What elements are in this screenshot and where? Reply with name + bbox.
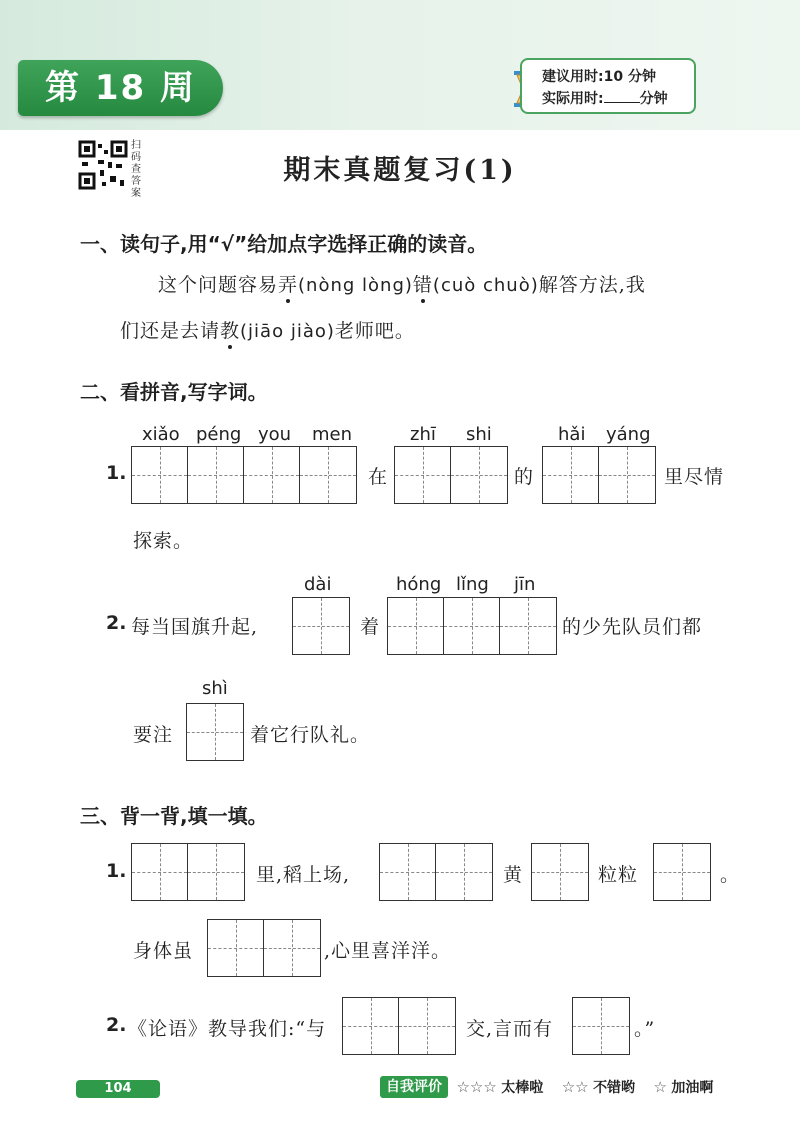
rating-keep-going: 加油啊 <box>671 1080 714 1096</box>
qr-label: 扫码查答案 <box>131 140 141 199</box>
star-icon[interactable]: ☆☆ <box>561 1078 589 1096</box>
text: 《论语》教导我们:“与 <box>128 1018 327 1040</box>
pinyin: yáng <box>606 424 651 445</box>
self-evaluation-label: 自我评价 <box>380 1076 448 1098</box>
text: 每当国旗升起, <box>131 616 259 638</box>
text: 。” <box>634 1018 656 1040</box>
rating-good: 不错哟 <box>593 1080 636 1096</box>
page-title: 期末真题复习(1) <box>283 155 517 186</box>
section3-title: 三、背一背,填一填。 <box>80 804 268 828</box>
dotted-char-1: 弄 <box>278 270 298 297</box>
pinyin: péng <box>196 424 242 445</box>
section1-title: 一、读句子,用“√”给加点字选择正确的读音。 <box>80 232 488 256</box>
answer-grid[interactable] <box>387 597 557 655</box>
text: 的 <box>514 466 535 488</box>
section1-line2: 们还是去请教(jiāo jiào)老师吧。 <box>120 316 415 343</box>
answer-grid[interactable] <box>131 843 245 901</box>
section1-line1: 这个问题容易弄(nòng lòng)错(cuò chuò)解答方法,我 <box>158 270 646 297</box>
pinyin: lǐng <box>456 574 489 595</box>
section2-title: 二、看拼音,写字词。 <box>80 380 268 404</box>
text: 里尽情 <box>664 466 725 488</box>
text: 着 <box>360 616 381 638</box>
pinyin: shì <box>202 678 228 699</box>
pinyin: hǎi <box>558 424 586 445</box>
star-icon[interactable]: ☆☆☆ <box>456 1078 497 1096</box>
dotted-char-2: 错 <box>413 270 433 297</box>
dotted-char-3: 教 <box>220 316 240 343</box>
text: 在 <box>368 466 389 488</box>
answer-grid[interactable] <box>342 997 456 1055</box>
answer-grid[interactable] <box>531 843 589 901</box>
page-number: 104 <box>76 1080 160 1098</box>
answer-grid[interactable] <box>292 597 350 655</box>
pinyin-choice-2: (cuò chuò) <box>432 275 539 296</box>
pinyin: you <box>258 424 292 445</box>
answer-grid[interactable] <box>542 446 656 504</box>
suggested-time: 建议用时:10 分钟 <box>542 69 656 85</box>
question-number: 2. <box>106 612 127 634</box>
answer-grid[interactable] <box>653 843 711 901</box>
self-evaluation <box>380 1076 723 1098</box>
text: 里,稻上场, <box>256 864 351 886</box>
question-number: 2. <box>106 1014 127 1036</box>
answer-grid[interactable] <box>186 703 244 761</box>
pinyin: xiǎo <box>142 424 180 445</box>
question-number: 1. <box>106 860 127 882</box>
week-label: 第 18 周 <box>18 60 223 116</box>
answer-grid[interactable] <box>379 843 493 901</box>
text: 探索。 <box>133 530 194 552</box>
pinyin: hóng <box>396 574 442 595</box>
pinyin: zhī <box>410 424 436 445</box>
text: 黄 <box>503 864 524 886</box>
answer-grid[interactable] <box>207 919 321 977</box>
answer-grid[interactable] <box>394 446 508 504</box>
pinyin: men <box>312 424 353 445</box>
pinyin: jīn <box>514 574 536 595</box>
text: 身体虽 <box>133 940 194 962</box>
question-number: 1. <box>106 462 127 484</box>
rating-excellent: 太棒啦 <box>501 1080 544 1096</box>
pinyin-choice-3: (jiāo jiào) <box>240 321 335 342</box>
answer-grid[interactable] <box>572 997 630 1055</box>
actual-time: 实际用时: 分钟 <box>542 91 668 107</box>
time-box <box>520 58 696 114</box>
star-icon[interactable]: ☆ <box>653 1078 667 1096</box>
pinyin: shi <box>466 424 492 445</box>
text: 着它行队礼。 <box>250 724 371 746</box>
text: 的少先队员们都 <box>562 616 703 638</box>
text: ,心里喜洋洋。 <box>324 940 452 962</box>
text: 粒粒 <box>598 864 639 886</box>
text: 。 <box>720 864 741 886</box>
answer-grid[interactable] <box>131 446 357 504</box>
pinyin: dài <box>304 574 332 595</box>
text: 交,言而有 <box>466 1018 554 1040</box>
text: 要注 <box>133 724 174 746</box>
pinyin-choice-1: (nòng lòng) <box>298 275 413 296</box>
